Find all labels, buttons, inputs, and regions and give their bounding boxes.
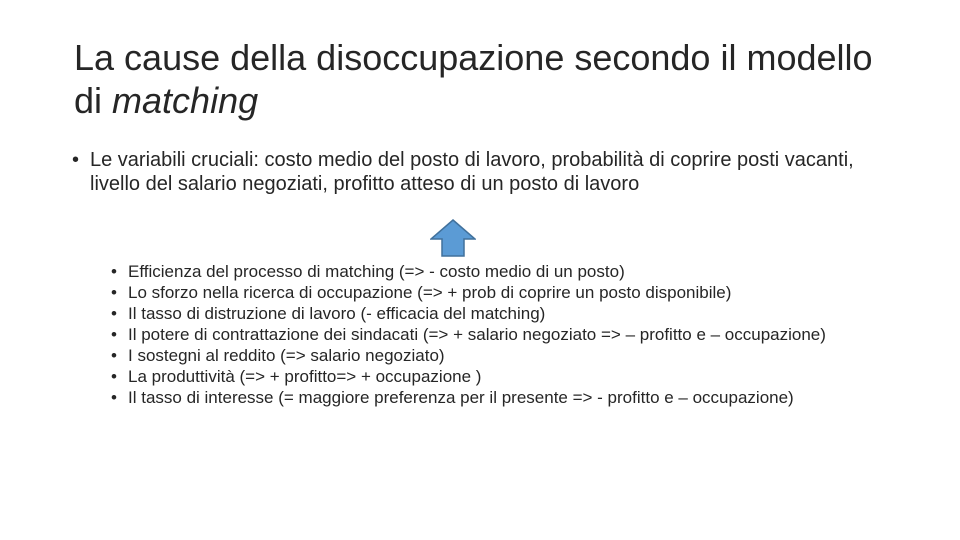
- list-item: • Lo sforzo nella ricerca di occupazione (=> + prob di coprire un posto disponibile): [128, 282, 858, 303]
- slide-title-text: La cause della disoccupazione secondo il modello di: [74, 37, 873, 121]
- list-item: • Il potere di contrattazione dei sindacati (=> + salario negoziato => – profitto e – occupazione): [128, 324, 858, 345]
- slide-title: [74, 36, 894, 122]
- sub-bullet-list: [128, 261, 858, 408]
- main-bullet: • Le variabili cruciali: costo medio del posto di lavoro, probabilità di coprire posti vacanti, livello del salario negoziati, profitto atteso di un posto di lavoro: [90, 148, 890, 196]
- list-item: • Il tasso di interesse (= maggiore preferenza per il presente => - profitto e – occupazione): [128, 387, 858, 408]
- list-item: • I sostegni al reddito (=> salario negoziato): [128, 345, 858, 366]
- list-item: • Efficienza del processo di matching (=> - costo medio di un posto): [128, 261, 858, 282]
- slide-title-italic: matching: [112, 80, 259, 121]
- up-arrow-icon: [430, 219, 476, 257]
- list-item: • La produttività (=> + profitto=> + occupazione ): [128, 366, 858, 387]
- list-item: • Il tasso di distruzione di lavoro (- efficacia del matching): [128, 303, 858, 324]
